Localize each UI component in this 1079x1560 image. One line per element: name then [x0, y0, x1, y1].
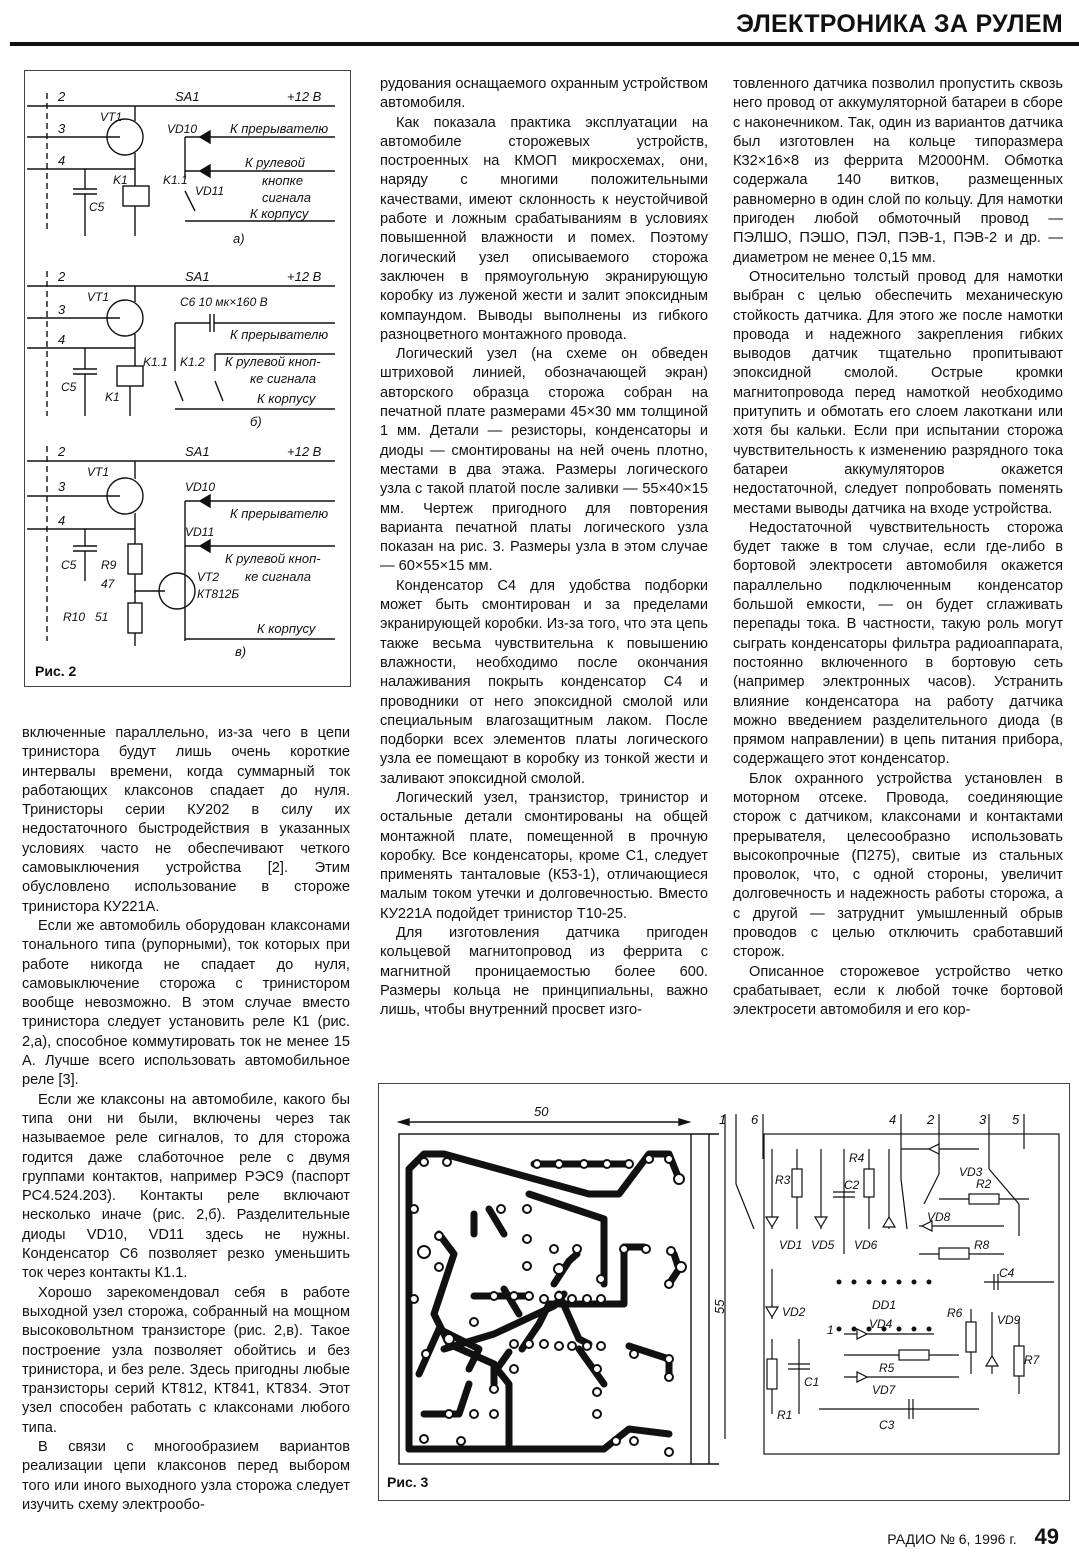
svg-text:SA1: SA1: [175, 89, 200, 104]
svg-text:VD11: VD11: [195, 184, 225, 198]
svg-text:3: 3: [58, 121, 66, 136]
svg-text:K1.2: K1.2: [180, 355, 205, 369]
svg-text:K1.1: K1.1: [163, 173, 188, 187]
svg-text:VT1: VT1: [87, 290, 110, 304]
svg-text:R3: R3: [775, 1173, 791, 1187]
svg-text:50: 50: [534, 1104, 549, 1119]
svg-text:ке сигнала: ке сигнала: [245, 569, 311, 584]
svg-text:К прерывателю: К прерывателю: [230, 327, 329, 342]
svg-text:R4: R4: [849, 1151, 865, 1165]
svg-text:C4: C4: [999, 1266, 1015, 1280]
svg-text:K1: K1: [105, 390, 120, 404]
paragraph: В связи с многообразием вариантов реализации цепи клаксонов перед выбором того или иного выходного узла сторожа следует изучить схему электрообо-: [22, 1438, 350, 1513]
svg-text:VD8: VD8: [927, 1210, 951, 1224]
column-right: [733, 75, 1063, 1021]
svg-text:4: 4: [58, 153, 66, 168]
svg-text:К корпусу: К корпусу: [250, 206, 309, 221]
svg-text:R2: R2: [976, 1177, 992, 1191]
paragraph: Логический узел (на схеме он обведен штриховой линией, обозначающей экран) авторского образца сторожа собран на печатной плате размерами 45×30 мм толщиной 1 мм. Детали — резисторы, конденсаторы и диоды — смонтированы на ней очень плотно, местами в два этажа. Размеры логического узла с такой платой после заливки — 55×40×15 мм. Чертеж пригодного для повторения варианта печатной платы логического узла показан на рис. 3. Размеры узла в этом случае — 60×55×15 мм.: [380, 346, 708, 575]
svg-text:R1: R1: [777, 1408, 793, 1422]
svg-text:SA1: SA1: [185, 269, 210, 284]
svg-text:K1: K1: [113, 173, 128, 187]
schematic-variant-a: [27, 89, 335, 246]
svg-text:R5: R5: [879, 1361, 895, 1375]
svg-text:R7: R7: [1024, 1353, 1040, 1367]
svg-text:5: 5: [1012, 1112, 1020, 1127]
svg-text:VT1: VT1: [100, 110, 123, 124]
svg-text:К прерывателю: К прерывателю: [230, 506, 329, 521]
header-rule: [10, 42, 1079, 46]
paragraph: Если же автомобиль оборудован клаксонами тонального типа (рупорными), ток которых при работе никогда не спадает до нуля, самовыключение сторожа с тринистором вообще невозможно. В этом случае вместо тринистора следует установить реле К1 (рис. 2,а), способное коммутировать ток не менее 15 А. Лучше всего использовать автомобильное реле [3].: [22, 917, 350, 1089]
svg-text:C2: C2: [844, 1178, 860, 1192]
page-footer: [887, 1524, 1059, 1550]
figure-2-schematic: [24, 70, 351, 687]
journal-issue: РАДИО № 6, 1996 г.: [887, 1531, 1017, 1547]
svg-text:+12 В: +12 В: [287, 444, 322, 459]
figure-3-caption: Рис. 3: [387, 1474, 429, 1490]
svg-text:4: 4: [58, 513, 66, 528]
paragraph: Если же клаксоны на автомобиле, какого бы типа они ни были, включены через так называемое реле сигналов, то для сторожа годится даже слаботочное реле с двумя группами контактов, например РЭС9 (паспорт РС4.524.203). Контакты реле включают несколько иначе (рис. 2,б). Разделительные диоды VD10, VD11 здесь не нужны. Конденсатор С6 позволяет резко уменьшить ток через контакты К1.1.: [22, 1091, 350, 1282]
svg-text:КТ812Б: КТ812Б: [197, 587, 240, 601]
svg-text:4: 4: [58, 332, 66, 347]
svg-text:55: 55: [712, 1299, 727, 1314]
figure-2-caption: Рис. 2: [35, 663, 77, 679]
svg-text:4: 4: [889, 1112, 897, 1127]
paragraph: включенные параллельно, из-за чего в цепи тринистора будут лишь очень короткие интервалы времени, когда суммарный ток работающих клаксонов спадает до нуля. Тринисторы серии КУ202 в силу их недостаточного быстродействия в указанных условиях часто не обеспечивают четкого самовыключения устройства [2]. Этим обусловлено использование в стороже тринистора КУ221А.: [22, 725, 350, 915]
svg-text:K1.1: K1.1: [143, 355, 168, 369]
paragraph: товленного датчика позволил пропустить сквозь него провод от аккумуляторной батареи в сборе с наконечником. Так, один из вариантов датчика был изготовлен на кольце типоразмера К32×16×8 из феррита М2000НМ. Обмотка содержала 140 витков, размещенных равномерно в один слой по кольцу. Для намотки пригоден любой обмоточный провод — ПЭЛШО, ПЭШО, ПЭЛ, ПЭВ-1, ПЭВ-2 и др. — диаметром не менее 0,15 мм.: [733, 76, 1063, 266]
svg-text:C5: C5: [89, 200, 105, 214]
svg-text:3: 3: [58, 479, 66, 494]
svg-text:К корпусу: К корпусу: [257, 621, 316, 636]
svg-text:3: 3: [58, 302, 66, 317]
figure-3-pcb-layout: [378, 1083, 1070, 1501]
svg-text:C1: C1: [804, 1375, 820, 1389]
svg-text:47: 47: [101, 577, 115, 591]
svg-text:кнопке: кнопке: [262, 173, 304, 188]
pcb-drawing: [399, 1104, 727, 1464]
svg-text:51: 51: [95, 610, 109, 624]
svg-text:C3: C3: [879, 1418, 895, 1432]
svg-text:К рулевой кноп-: К рулевой кноп-: [225, 354, 321, 369]
svg-text:К рулевой кноп-: К рулевой кноп-: [225, 551, 321, 566]
svg-text:1: 1: [719, 1112, 727, 1127]
svg-text:VD7: VD7: [872, 1383, 896, 1397]
svg-text:VD10: VD10: [167, 122, 198, 136]
schematic-variant-c: [27, 444, 335, 659]
paragraph: Как показала практика эксплуатации на автомобиле сторожевых устройств, построенных на КМОП микросхемах, они, наряду с многими положительными качествами, имеют склонность к неустойчивой работе и ложным срабатываниям в условиях повышенной влажности и помех. Поэтому логический узел описываемого сторожа заключен в прямоугольную экранирующую коробку из луженой жести и залит эпоксидным компаундом. Выводы выполнены из гибкого разноцветного монтажного провода.: [380, 114, 708, 343]
svg-text:К корпусу: К корпусу: [257, 391, 316, 406]
svg-text:С6 10 мк×160 В: С6 10 мк×160 В: [180, 295, 268, 309]
svg-text:R6: R6: [947, 1306, 963, 1320]
svg-text:VD1: VD1: [779, 1238, 803, 1252]
paragraph: Относительно толстый провод для намотки выбран с целью обеспечить механическую стойкость датчика. Для этого же после намотки провода и надежного закрепления гибких выводов датчик тщательно пропитывают эпоксидной смолой. Острые кромки магнитопровода перед намоткой необходимо притупить и обмотать его слоем лакоткани или хотя бы кальки. Если при испытании сторожа чувствительность к изменению разрядного тока батареи аккумуляторов окажется недостаточной, следует попробовать поменять местами выводы датчика на входе устройства.: [733, 268, 1063, 517]
svg-text:VD9: VD9: [997, 1313, 1021, 1327]
paragraph: Описанное сторожевое устройство четко срабатывает, если к любой точке бортовой электросети автомобиля и его кор-: [733, 963, 1063, 1019]
svg-text:1: 1: [827, 1323, 834, 1337]
svg-text:сигнала: сигнала: [262, 190, 311, 205]
svg-text:VD6: VD6: [854, 1238, 878, 1252]
paragraph: Логический узел, транзистор, тринистор и остальные детали смонтированы на общей монтажной плате, помещенной в прочную коробку. Все конденсаторы, кроме С1, следует применять танталовые (К53-1), отличающиеся малым током утечки и долговечностью. Вместо КУ221А подойдет тринистор Т10-25.: [380, 789, 708, 922]
section-title: ЭЛЕКТРОНИКА ЗА РУЛЕМ: [736, 10, 1063, 38]
svg-text:VT1: VT1: [87, 465, 110, 479]
logic-node-schematic: [719, 1112, 1059, 1454]
paragraph: Недостаточной чувствительность сторожа будет также в том случае, если где-либо в бортовой электросети автомобиля окажется параллельно подключенным конденсатор большой емкости, — он будет сглаживать перепады тока. В частности, такую роль могут сыграть конденсаторы фильтра радиоаппарата, постоянно включенного в бортовую сеть (например электронных часов). Устранить влияние конденсатора на работу датчика можно введением разделительного диода (в прямом направлении) в цепь питания прибора, содержащего этот конденсатор.: [733, 519, 1063, 768]
column-left: [22, 724, 350, 1515]
svg-text:VD5: VD5: [811, 1238, 835, 1252]
paragraph: Конденсатор С4 для удобства подборки может быть смонтирован и за пределами экранирующей коробки. Из-за того, что эта цепь также весьма чувствительна к повышению влажности, необходимо после окончания налаживания покрыть конденсатор С4 и проводники от него эпоксидной смолой или специальным влагозащитным лаком. После подборки всех элементов платы логического узла ее помещают в коробку из тонкой жести и заливают эпоксидной смолой.: [380, 577, 708, 787]
paragraph: Для изготовления датчика пригоден кольцевой магнитопровод из феррита с магнитной проницаемостью более 600. Размеры кольца не принципиальны, важно лишь, чтобы внутренний просвет изго-: [380, 925, 708, 1019]
svg-text:C5: C5: [61, 558, 77, 572]
svg-text:ке сигнала: ке сигнала: [250, 371, 316, 386]
svg-text:2: 2: [58, 444, 66, 459]
paragraph: рудования оснащаемого охранным устройством автомобиля.: [380, 76, 708, 112]
svg-text:2: 2: [58, 269, 66, 284]
svg-text:VD10: VD10: [185, 480, 216, 494]
svg-text:DD1: DD1: [872, 1298, 897, 1312]
paragraph: Блок охранного устройства установлен в моторном отсеке. Провода, соединяющие сторож с датчиком, клаксонами и контактами прерывателя, целесообразно использовать высокопрочные (П275), свитые из стальных проволок, что, с одной стороны, увеличит долговечность и надежность работы сторожа, а с другой — затруднит умышленный обрыв проводов с целью отключить сработавший сторож.: [733, 770, 1063, 961]
svg-text:C5: C5: [61, 380, 77, 394]
svg-text:К прерывателю: К прерывателю: [230, 121, 329, 136]
svg-text:VD2: VD2: [782, 1305, 806, 1319]
schematic-variant-b: [27, 269, 335, 429]
column-middle: [380, 75, 708, 1021]
svg-text:в): в): [235, 644, 247, 659]
svg-text:VD3: VD3: [959, 1165, 983, 1179]
svg-text:б): б): [250, 414, 262, 429]
paragraph: Хорошо зарекомендовал себя в работе выходной узел сторожа, собранный на мощном высоковольтном транзисторе (рис. 2,в). Такое построение узла позволяет обойтись и без тринистора, и без реле. Здесь пригодны любые транзисторы серий КТ812, КТ841, КТ834. Этот узел способен работать с клаксонами любого типа.: [22, 1284, 350, 1436]
page-number: 49: [1034, 1524, 1059, 1549]
svg-text:К рулевой: К рулевой: [245, 155, 305, 170]
svg-text:VD11: VD11: [185, 525, 215, 539]
svg-text:+12 В: +12 В: [287, 89, 322, 104]
svg-text:6: 6: [751, 1112, 759, 1127]
svg-text:3: 3: [979, 1112, 987, 1127]
svg-text:R10: R10: [63, 610, 86, 624]
svg-text:+12 В: +12 В: [287, 269, 322, 284]
svg-text:VD4: VD4: [869, 1317, 893, 1331]
svg-text:R8: R8: [974, 1238, 990, 1252]
svg-text:а): а): [233, 231, 245, 246]
svg-text:2: 2: [58, 89, 66, 104]
svg-text:VT2: VT2: [197, 570, 220, 584]
svg-text:R9: R9: [101, 558, 117, 572]
svg-text:2: 2: [927, 1112, 935, 1127]
svg-text:SA1: SA1: [185, 444, 210, 459]
